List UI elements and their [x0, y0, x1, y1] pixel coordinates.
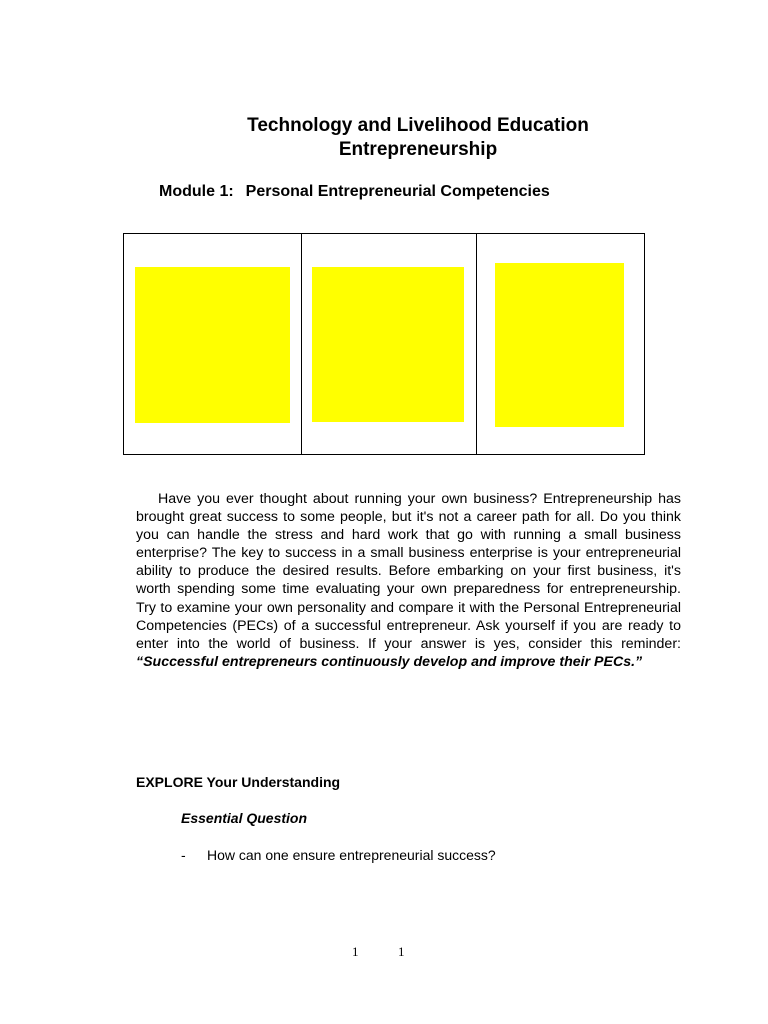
question-text: How can one ensure entrepreneurial success? — [207, 847, 496, 863]
bullet-marker: - — [181, 847, 186, 863]
panel-divider — [476, 234, 477, 454]
title-line-2: Entrepreneurship — [338, 139, 498, 160]
module-title: Personal Entrepreneurial Competencies — [245, 183, 550, 200]
module-label: Module 1: — [159, 183, 234, 200]
image-panel-3 — [495, 263, 624, 427]
panel-divider — [301, 234, 302, 454]
document-title — [0, 114, 768, 162]
intro-paragraph — [136, 490, 681, 671]
image-panel-1 — [135, 267, 290, 423]
title-line-1: Technology and Livelihood Education — [247, 115, 589, 136]
image-panel-2 — [312, 267, 464, 422]
question-item — [181, 847, 496, 863]
image-panel-table — [123, 233, 645, 455]
page-number-left: 1 — [352, 944, 359, 959]
intro-body: Have you ever thought about running your own business? Entrepreneurship has brought great success to some people, but it's not a career path for all. Do you think you can handle the stress and hard work that go with running a small business enterprise? The key to success in a small business enterprise is your entrepreneurial ability to produce the desired results. Before embarking on your first business, it's worth spending some time evaluating your own preparedness for entrepreneurship. Try to examine your own personality and compare it with the Personal Entrepreneurial Competencies (PECs) of a successful entrepreneur. Ask yourself if you are ready to enter into the world of business. If your answer is yes, consider this reminder: — [136, 491, 681, 652]
explore-heading: EXPLORE Your Understanding — [136, 774, 341, 790]
page-number-right: 1 — [398, 944, 405, 959]
module-heading — [159, 183, 550, 201]
intro-quote: “Successful entrepreneurs continuously develop and improve their PECs.” — [136, 653, 643, 670]
essential-question-heading: Essential Question — [181, 810, 308, 826]
